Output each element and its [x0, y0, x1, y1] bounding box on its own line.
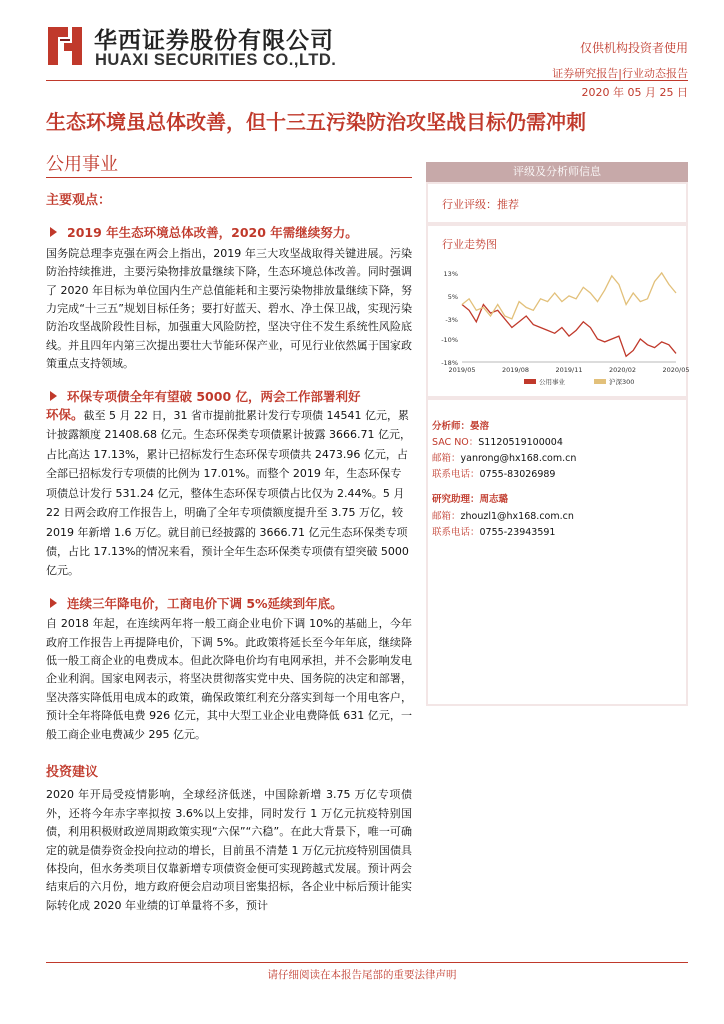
triangle-bullet-icon — [50, 391, 57, 401]
series-line-0 — [462, 305, 676, 357]
sac-line: SAC NO：S1120519100004 — [432, 437, 563, 448]
industry-rating: 行业评级：推荐 — [442, 198, 519, 211]
sidebar-header: 评级及分析师信息 — [426, 162, 688, 182]
x-tick-label: 2019/08 — [501, 366, 530, 374]
y-tick-label: 13% — [443, 269, 458, 278]
point-body: 截至 5 月 22 日，31 省市提前批累计发行专项债 14541 亿元，累计披露额度 21408.68 亿元。生态环保类专项债累计披露 3666.71 亿元，占比高达 17.13%，累计已招标发行生态环保专项债共 2473.96 亿元，占全部已招标发行专项债的比例为 17.01%。而整个 2019 年，生态环保专项债总计发行 531.24 亿元，整体生态环保专项债占比仅为 2.44%。5 月 22 日两会政府工作报告上，明确了全年专项债额度提升至 3.75 万亿，较 2019 年新增 1.6 万亿。就目前已经披露的 3666.71 亿元生态环保类专项债，占比 17.13%的情况来看，预计全年生态环保类专项债有望突破 5000 亿元。 — [46, 409, 411, 578]
point-title: 连续三年降电价，工商电价下调 5%延续到年底。 — [46, 595, 412, 613]
triangle-bullet-icon — [50, 598, 57, 608]
report-type: 证券研究报告|行业动态报告 — [552, 67, 688, 80]
legend-label: 沪深300 — [609, 378, 635, 386]
company-name-en: HUAXI SECURITIES CO.,LTD. — [95, 51, 337, 69]
y-tick-label: -3% — [445, 315, 458, 324]
sector-name: 公用事业 — [46, 154, 118, 175]
legal-footer: 请仔细阅读在本报告尾部的重要法律声明 — [267, 969, 457, 981]
section-title: 主要观点： — [46, 193, 112, 208]
audience-note: 仅供机构投资者使用 — [579, 41, 688, 55]
triangle-bullet-icon — [50, 227, 57, 237]
analyst-email-line: 邮箱：yanrong@hx168.com.cn — [432, 453, 577, 464]
footer-divider — [46, 962, 688, 963]
huaxi-logo-icon — [46, 25, 86, 67]
y-tick-label: -10% — [441, 336, 458, 344]
x-tick-label: 2019/05 — [448, 366, 476, 374]
legend-swatch — [594, 379, 606, 384]
point-title: 2019 年生态环境总体改善，2020 年需继续努力。 — [46, 224, 412, 242]
header-divider — [46, 80, 688, 81]
company-name-cn: 华西证券股份有限公司 — [94, 27, 334, 54]
analyst-phone-line: 联系电话：0755-83026989 — [432, 469, 556, 480]
y-tick-label: -18% — [441, 359, 458, 367]
x-tick-label: 2019/11 — [555, 366, 583, 374]
y-tick-label: 5% — [447, 292, 458, 301]
legend-swatch — [524, 379, 536, 384]
assistant-phone-line: 联系电话：0755-23943591 — [432, 527, 556, 538]
point-body: 国务院总理李克强在两会上指出，2019 年三大攻坚战取得关键进展。污染防治持续推进，主要污染物排放量继续下降，生态环境总体改善。同时强调了 2020 年目标为单位国内生产总值能耗和主要污染物排放量继续下降，努力完成“十三五”规划目标任务；要打好蓝天、碧水、净土保卫战，实现污染防治攻坚战阶段性目标，加强重大风险防控，坚决守住不发生系统性风险底线。并且四年内第三次提出要壮大节能环保产业，可见行业依然属于国家政策重点支持领域。 — [46, 246, 412, 371]
report-headline: 生态环境虽总体改善，但十三五污染防治攻坚战目标仍需冲刺 — [46, 110, 586, 134]
assistant-line: 研究助理：周志璐 — [432, 494, 509, 505]
investment-body: 2020 年开局受疫情影响，全球经济低迷，中国除新增 3.75 万亿专项债外，还将今年赤字率拟按 3.6%以上安排，同时发行 1 万亿元抗疫特别国债，利用积极财政逆周期政策实现“六保”“六稳”。在此大背景下，唯一可确定的就是债券资金投向拉动的增长，目前虽不清楚 1 万亿元抗疫特别国债具体投向，但水务类项目仅靠新增专项债资金便可实现跨越式发展。预计两会结束后的六月份，地方政府便会启动项目密集招标，各企业中标后预计能实际转化成 2020 年业绩的订单量将不多，预计 — [46, 788, 412, 912]
analyst-line: 分析师：晏溶 — [432, 421, 490, 432]
x-tick-label: 2020/05 — [662, 366, 690, 374]
investment-title: 投资建议 — [46, 764, 99, 780]
legend-label: 公用事业 — [539, 378, 565, 386]
sector-divider — [46, 177, 412, 178]
report-date: 2020 年 05 月 25 日 — [581, 86, 688, 99]
assistant-email-line: 邮箱：zhouzl1@hx168.com.cn — [432, 511, 574, 522]
main-content — [46, 192, 412, 915]
point-body: 自 2018 年起，在连续两年将一般工商企业电价下调 10%的基础上，今年政府工作报告上再提降电价，下调 5%。此政策将延长至今年年底，继续降低一般工商企业的电费成本。但此次降电价均有电网承担，并不会影响发电企业利润。国家电网表示，将坚决贯彻落实党中央、国务院的决定和部署，坚决落实降低用电成本的政策，确保政策红利充分落实到每一个用电客户，预计全年将降低电费 926 亿元，其中大型工业企业电费降低 631 亿元，一般工商企业电费减少 295 亿元。 — [46, 617, 412, 741]
point-title: 环保专项债全年有望破 5000 亿，两会工作部署利好 环保。截至 5 月 22 日，31 省市提前批累计发行专项债 14541 亿元，累计披露额度 21408.68 亿元。生态环保类专项债累计披露 3666.71 亿元，占比高达 17.13%，累计已招标发行生态环保专项债共 2473.96 亿元，占全部已招标发行专项债的比例为 17.01%。而整个 2019 年，生态环保专项债总计发行 531.24 亿元，整体生态环保专项债占比仅为 2.44%。5 月 22 日两会政府工作报告上，明确了全年专项债额度提升至 3.75 万亿，较 2019 年新增 1.6 万亿。就目前已经披露的 3666.71 亿元生态环保类专项债，占比 17.13%的情况来看，预计全年生态环保类专项债有望突破 5000 亿元。 — [46, 388, 411, 578]
industry-trend-chart — [428, 262, 690, 396]
x-tick-label: 2020/02 — [608, 366, 637, 374]
chart-title: 行业走势图 — [442, 238, 497, 251]
